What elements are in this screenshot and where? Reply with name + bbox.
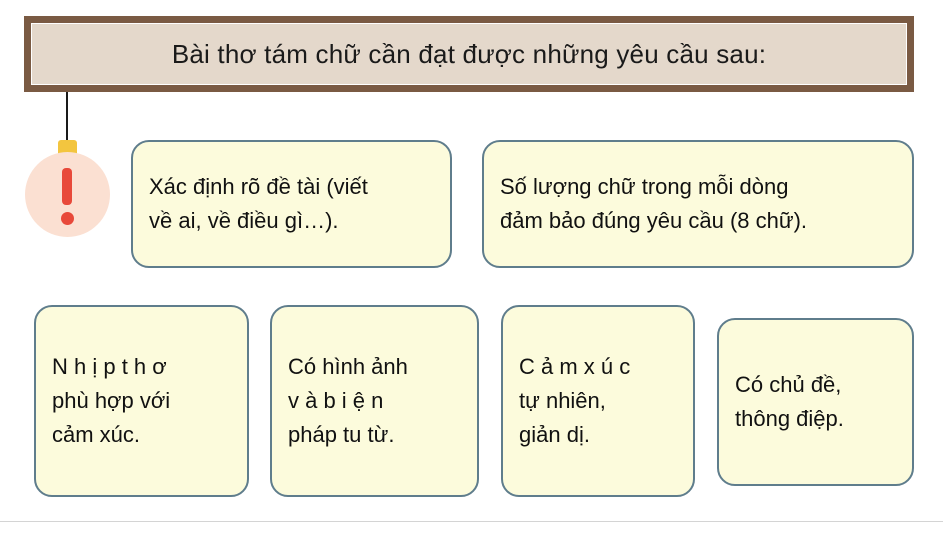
card-line: v à b i ệ n [288, 387, 384, 413]
card-line: Có hình ảnh [288, 353, 408, 379]
requirement-card-emotion [501, 305, 695, 497]
footer-divider [0, 521, 943, 522]
card-line: cảm xúc. [52, 422, 141, 448]
card-line: N h ị p t h ơ [52, 353, 167, 379]
card-line: phù hợp với [52, 387, 171, 413]
card-line: giản dị. [519, 422, 590, 448]
card-line: C ả m x ú c [519, 353, 631, 379]
requirement-card-rhythm [34, 305, 249, 497]
card-line: đảm bảo đúng yêu cầu (8 chữ). [500, 208, 808, 233]
card-line: tự nhiên, [519, 387, 606, 413]
card-line: thông điệp. [735, 406, 844, 431]
requirement-card-topic [131, 140, 452, 268]
page-title: Bài thơ tám chữ cần đạt được những yêu cầu sau: [171, 38, 767, 69]
requirement-card-theme [717, 318, 914, 486]
title-banner-inner [31, 23, 907, 85]
card-line: pháp tu từ. [288, 422, 395, 448]
exclamation-icon [62, 168, 72, 205]
card-line: Xác định rõ đề tài (viết [149, 173, 368, 199]
requirement-card-syllable-count [482, 140, 914, 268]
card-line: Số lượng chữ trong mỗi dòng [500, 173, 789, 199]
requirement-card-imagery [270, 305, 479, 497]
card-line: Có chủ đề, [735, 371, 842, 397]
bulb-wire [66, 92, 68, 144]
exclamation-dot-icon [61, 212, 74, 225]
card-line: về ai, về điều gì…). [149, 208, 339, 233]
title-banner [24, 16, 914, 92]
